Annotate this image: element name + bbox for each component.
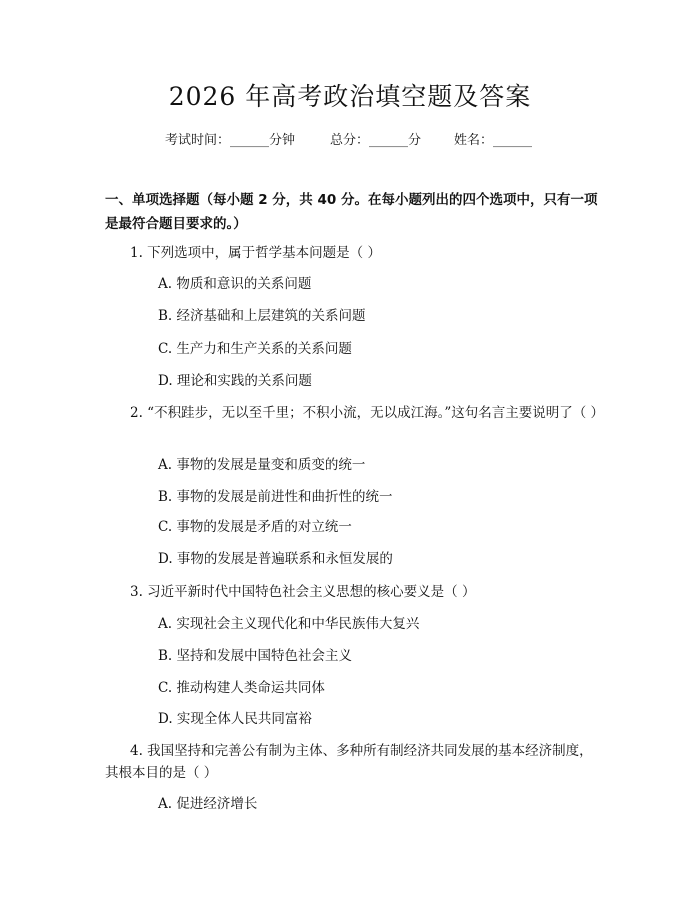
question-3-option-c: C. 推动构建人类命运共同体 <box>158 680 325 696</box>
question-3-option-b: B. 坚持和发展中国特色社会主义 <box>158 648 353 664</box>
question-2-option-b: B. 事物的发展是前进性和曲折性的统一 <box>158 489 393 505</box>
question-1-option-a: A. 物质和意识的关系问题 <box>158 276 312 292</box>
question-2-option-a: A. 事物的发展是量变和质变的统一 <box>158 457 366 473</box>
question-2-option-d: D. 事物的发展是普遍联系和永恒发展的 <box>158 551 393 567</box>
question-1-option-c: C. 生产力和生产关系的关系问题 <box>158 341 352 357</box>
document-title: 2026 年高考政治填空题及答案 <box>168 82 532 111</box>
question-1-option-b: B. 经济基础和上层建筑的关系问题 <box>158 308 366 324</box>
question-2-option-c: C. 事物的发展是矛盾的对立统一 <box>158 519 352 535</box>
question-2-stem: 2. “不积跬步，无以至千里；不积小流，无以成江海。”这句名言主要说明了（ ） <box>130 405 605 421</box>
student-name-field: 姓名：______ <box>454 133 533 148</box>
question-4-option-a: A. 促进经济增长 <box>158 796 258 812</box>
question-3-stem: 3. 习近平新时代中国特色社会主义思想的核心要义是（ ） <box>130 584 476 600</box>
question-3-option-a: A. 实现社会主义现代化和中华民族伟大复兴 <box>158 616 420 632</box>
question-1-stem: 1. 下列选项中，属于哲学基本问题是（ ） <box>130 245 381 261</box>
question-4-stem: 4. 我国坚持和完善公有制为主体、多种所有制经济共同发展的基本经济制度，其根本目的是（ ） <box>105 743 593 781</box>
question-3-option-d: D. 实现全体人民共同富裕 <box>158 711 312 727</box>
question-1-option-d: D. 理论和实践的关系问题 <box>158 373 312 389</box>
exam-time-field: 考试时间：______分钟 <box>165 133 296 148</box>
section-heading: 一、单项选择题（每小题 2 分，共 40 分。在每小题列出的四个选项中，只有一项是最符合题目要求的。） <box>105 192 598 232</box>
total-score-field: 总分：______分 <box>330 133 422 148</box>
